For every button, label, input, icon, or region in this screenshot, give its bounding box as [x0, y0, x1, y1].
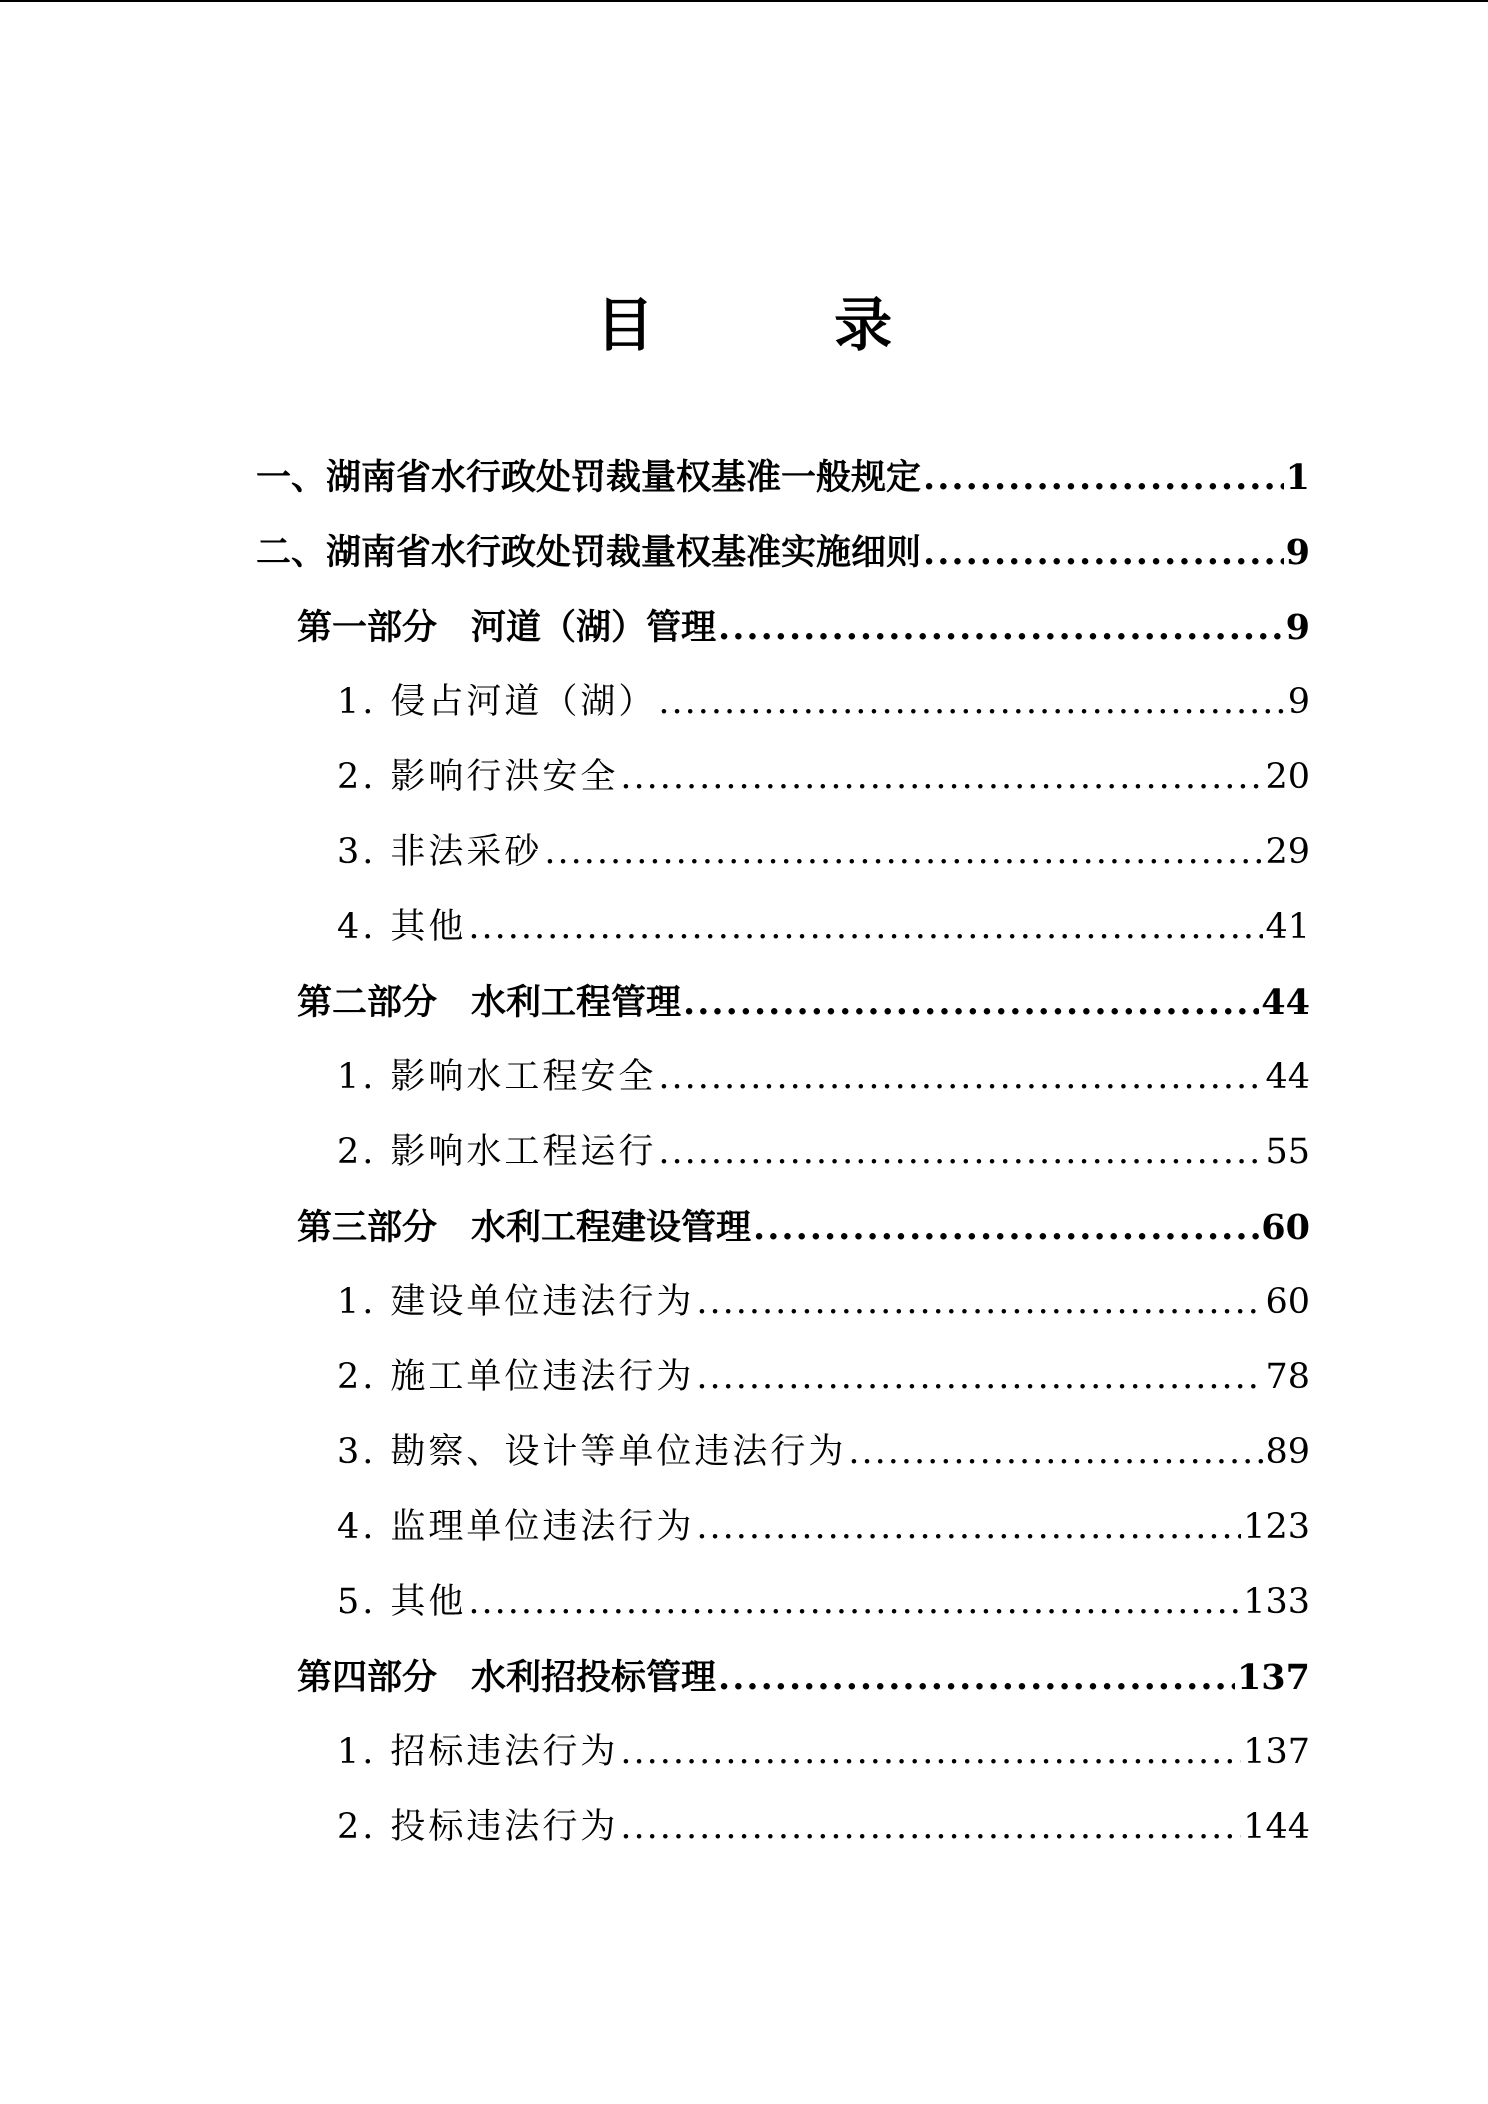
toc-entry-label: [337, 1565, 466, 1640]
toc-dot-leader: [923, 440, 1284, 515]
toc-page-number: 44: [1261, 982, 1310, 1023]
toc-entry-label: 二、湖南省水行政处罚裁量权基准实施细则: [256, 532, 922, 573]
toc-item-title: 投标违法行为: [390, 1807, 619, 1847]
toc-entry-label: [337, 1715, 618, 1790]
toc-page-number: 123: [1243, 1507, 1310, 1547]
toc-entry-label: [337, 1340, 694, 1415]
toc-item-number: 1.: [337, 1282, 377, 1322]
toc-page-number: 44: [1265, 1057, 1310, 1097]
toc-entry-part[interactable]: [0, 965, 1488, 1040]
toc-entry-label: [337, 815, 542, 890]
toc-part-title: 水利工程建设管理: [471, 1207, 752, 1248]
toc-page-number: 55: [1265, 1132, 1310, 1172]
toc-dot-leader: [620, 740, 1263, 815]
toc-entry-label: 一、湖南省水行政处罚裁量权基准一般规定: [256, 457, 922, 498]
toc-item-title: 影响水工程运行: [390, 1132, 657, 1172]
toc-entry-item[interactable]: [0, 665, 1488, 740]
toc-item-number: 2.: [337, 757, 377, 797]
toc-item-title: 勘察、设计等单位违法行为: [390, 1432, 847, 1472]
toc-entry-item[interactable]: [0, 1340, 1488, 1415]
toc-dot-leader: [696, 1490, 1241, 1565]
page-title: 目 录: [595, 291, 973, 359]
toc-page-number: 9: [1287, 682, 1310, 722]
table-of-contents: [0, 440, 1488, 1865]
toc-dot-leader: [658, 1115, 1263, 1190]
toc-dot-leader: [620, 1790, 1241, 1865]
toc-item-number: 4.: [337, 907, 377, 947]
toc-item-number: 2.: [337, 1807, 377, 1847]
toc-dot-leader: [848, 1415, 1263, 1490]
toc-entry-label: [337, 890, 466, 965]
toc-dot-leader: [620, 1715, 1241, 1790]
toc-dot-leader: [658, 1040, 1263, 1115]
toc-item-title: 侵占河道（湖）: [390, 682, 657, 722]
toc-entry-label: [297, 1640, 716, 1715]
toc-item-number: 1.: [337, 1057, 377, 1097]
toc-entry-label: [337, 1040, 656, 1115]
toc-dot-leader: [683, 965, 1259, 1040]
toc-dot-leader: [753, 1190, 1259, 1265]
toc-item-number: 1.: [337, 1732, 377, 1772]
toc-dot-leader: [696, 1265, 1263, 1340]
toc-page-number: 41: [1265, 907, 1310, 947]
toc-item-number: 2.: [337, 1357, 377, 1397]
toc-entry-item[interactable]: [0, 1565, 1488, 1640]
toc-item-number: 5.: [337, 1582, 377, 1622]
toc-entry-item[interactable]: [0, 1490, 1488, 1565]
toc-page-number: 29: [1265, 832, 1310, 872]
toc-page-number: 133: [1243, 1582, 1310, 1622]
toc-dot-leader: [468, 1565, 1241, 1640]
toc-entry-item[interactable]: [0, 1265, 1488, 1340]
toc-entry-item[interactable]: [0, 1715, 1488, 1790]
toc-item-number: 3.: [337, 1432, 377, 1472]
toc-item-number: 3.: [337, 832, 377, 872]
toc-page-number: 89: [1265, 1432, 1310, 1472]
toc-item-title: 建设单位违法行为: [390, 1282, 695, 1322]
toc-entry-item[interactable]: [0, 1040, 1488, 1115]
toc-entry-label: [297, 590, 716, 665]
toc-entry-section[interactable]: [0, 515, 1488, 590]
toc-entry-part[interactable]: [0, 1190, 1488, 1265]
toc-part-number: 第一部分: [297, 607, 438, 648]
toc-entry-label: [337, 740, 618, 815]
toc-item-number: 4.: [337, 1507, 377, 1547]
top-border-line: [0, 0, 1488, 2]
toc-entry-part[interactable]: [0, 590, 1488, 665]
toc-entry-item[interactable]: [0, 740, 1488, 815]
toc-item-title: 其他: [390, 1582, 467, 1622]
toc-entry-item[interactable]: [0, 1790, 1488, 1865]
toc-item-title: 招标违法行为: [390, 1732, 619, 1772]
toc-page-number: 1: [1285, 457, 1310, 498]
toc-dot-leader: [718, 1640, 1235, 1715]
toc-dot-leader: [923, 515, 1284, 590]
toc-entry-label: [337, 1115, 656, 1190]
toc-item-title: 影响行洪安全: [390, 757, 619, 797]
toc-page-number: 60: [1261, 1207, 1310, 1248]
toc-entry-label: [337, 1490, 694, 1565]
toc-item-title: 非法采砂: [390, 832, 543, 872]
toc-entry-label: [297, 965, 681, 1040]
toc-page-number: 137: [1236, 1657, 1310, 1698]
toc-entry-part[interactable]: [0, 1640, 1488, 1715]
toc-dot-leader: [718, 590, 1284, 665]
toc-part-number: 第三部分: [297, 1207, 438, 1248]
toc-part-title: 水利招投标管理: [471, 1657, 717, 1698]
toc-dot-leader: [544, 815, 1263, 890]
toc-entry-label: [337, 1265, 694, 1340]
toc-entry-label: [297, 1190, 751, 1265]
toc-dot-leader: [658, 665, 1285, 740]
toc-entry-label: [337, 665, 656, 740]
toc-item-title: 监理单位违法行为: [390, 1507, 695, 1547]
toc-page-number: 144: [1243, 1807, 1310, 1847]
toc-item-title: 其他: [390, 907, 467, 947]
toc-dot-leader: [468, 890, 1263, 965]
toc-entry-section[interactable]: [0, 440, 1488, 515]
toc-part-number: 第二部分: [297, 982, 438, 1023]
toc-entry-label: [337, 1415, 846, 1490]
toc-entry-item[interactable]: [0, 815, 1488, 890]
toc-page-number: 78: [1265, 1357, 1310, 1397]
toc-page-number: 60: [1265, 1282, 1310, 1322]
toc-part-title: 河道（湖）管理: [471, 607, 717, 648]
toc-part-number: 第四部分: [297, 1657, 438, 1698]
toc-entry-item[interactable]: [0, 1415, 1488, 1490]
toc-item-number: 2.: [337, 1132, 377, 1172]
toc-item-number: 1.: [337, 682, 377, 722]
toc-page-number: 137: [1243, 1732, 1310, 1772]
toc-item-title: 施工单位违法行为: [390, 1357, 695, 1397]
toc-entry-label: [337, 1790, 618, 1865]
toc-dot-leader: [696, 1340, 1263, 1415]
toc-entry-item[interactable]: [0, 890, 1488, 965]
toc-page-number: 9: [1285, 532, 1310, 573]
toc-part-title: 水利工程管理: [471, 982, 682, 1023]
toc-page-number: 9: [1285, 607, 1310, 648]
toc-page-number: 20: [1265, 757, 1310, 797]
toc-item-title: 影响水工程安全: [390, 1057, 657, 1097]
toc-entry-item[interactable]: [0, 1115, 1488, 1190]
